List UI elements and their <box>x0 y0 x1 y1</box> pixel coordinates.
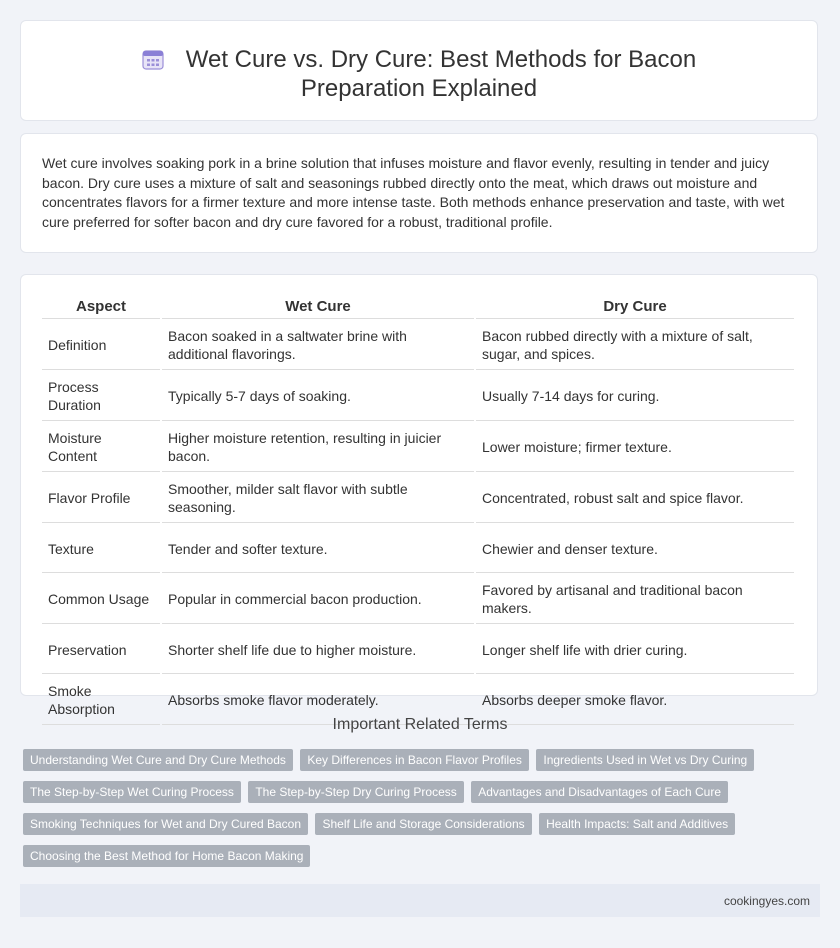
cell-wet-cure: Absorbs smoke flavor moderately. <box>162 676 474 725</box>
cell-dry-cure: Usually 7-14 days for curing. <box>476 372 794 421</box>
related-term-tag[interactable]: Advantages and Disadvantages of Each Cure <box>471 781 728 803</box>
page-title-text: Wet Cure vs. Dry Cure: Best Methods for Bacon Preparation Explained <box>185 46 697 102</box>
cell-aspect: Common Usage <box>42 575 160 624</box>
cell-dry-cure: Chewier and denser texture. <box>476 525 794 573</box>
calendar-icon <box>142 48 164 70</box>
cell-wet-cure: Smoother, milder salt flavor with subtle seasoning. <box>162 474 474 523</box>
related-term-tag[interactable]: Understanding Wet Cure and Dry Cure Methods <box>23 749 293 771</box>
cell-aspect: Preservation <box>42 626 160 674</box>
cell-dry-cure: Absorbs deeper smoke flavor. <box>476 676 794 725</box>
cell-aspect: Flavor Profile <box>42 474 160 523</box>
header-aspect: Aspect <box>42 293 160 319</box>
cell-aspect: Texture <box>42 525 160 573</box>
cell-dry-cure: Favored by artisanal and traditional bacon makers. <box>476 575 794 624</box>
table-row <box>42 423 794 472</box>
related-term-tag[interactable]: Smoking Techniques for Wet and Dry Cured Bacon <box>23 813 308 835</box>
cell-aspect: Process Duration <box>42 372 160 421</box>
table-row <box>42 575 794 624</box>
cell-aspect: Definition <box>42 321 160 370</box>
table-row <box>42 321 794 370</box>
cell-dry-cure: Lower moisture; firmer texture. <box>476 423 794 472</box>
comparison-table <box>40 291 796 727</box>
related-term-tag[interactable]: The Step-by-Step Wet Curing Process <box>23 781 241 803</box>
header-wet-cure: Wet Cure <box>162 293 474 319</box>
table-header-row <box>42 293 794 319</box>
cell-wet-cure: Higher moisture retention, resulting in juicier bacon. <box>162 423 474 472</box>
related-term-tag[interactable]: Health Impacts: Salt and Additives <box>539 813 735 835</box>
cell-wet-cure: Typically 5-7 days of soaking. <box>162 372 474 421</box>
cell-aspect: Smoke Absorption <box>42 676 160 725</box>
cell-wet-cure: Shorter shelf life due to higher moisture. <box>162 626 474 674</box>
intro-card <box>20 133 818 253</box>
related-term-tag[interactable]: Choosing the Best Method for Home Bacon Making <box>23 845 310 867</box>
table-row <box>42 626 794 674</box>
comparison-table-card <box>20 274 818 717</box>
footer <box>20 884 820 917</box>
cell-dry-cure: Concentrated, robust salt and spice flavor. <box>476 474 794 523</box>
cell-wet-cure: Bacon soaked in a saltwater brine with additional flavorings. <box>162 321 474 370</box>
header-card <box>20 20 818 121</box>
footer-site-link[interactable]: cookingyes.com <box>723 894 810 908</box>
related-terms-list <box>23 749 813 877</box>
cell-dry-cure: Longer shelf life with drier curing. <box>476 626 794 674</box>
related-terms-title: Important Related Terms <box>332 716 508 733</box>
page-title <box>81 45 757 103</box>
related-term-tag[interactable]: Ingredients Used in Wet vs Dry Curing <box>536 749 754 771</box>
table-row <box>42 474 794 523</box>
intro-text: Wet cure involves soaking pork in a brine solution that infuses moisture and flavor evenly, resulting in tender and juicy bacon. Dry cure uses a mixture of salt and seasonings rubbed directly onto the meat, which draws out moisture and concentrates flavors for a firmer texture and more intense taste. Both methods enhance preservation and taste, with wet cure preferred for softer bacon and dry cure favored for a robust, traditional profile. <box>42 155 785 230</box>
related-term-tag[interactable]: The Step-by-Step Dry Curing Process <box>248 781 463 803</box>
related-term-tag[interactable]: Key Differences in Bacon Flavor Profiles <box>300 749 529 771</box>
cell-aspect: Moisture Content <box>42 423 160 472</box>
cell-dry-cure: Bacon rubbed directly with a mixture of salt, sugar, and spices. <box>476 321 794 370</box>
header-dry-cure: Dry Cure <box>476 293 794 319</box>
cell-wet-cure: Popular in commercial bacon production. <box>162 575 474 624</box>
table-row <box>42 525 794 573</box>
cell-wet-cure: Tender and softer texture. <box>162 525 474 573</box>
table-row <box>42 372 794 421</box>
related-term-tag[interactable]: Shelf Life and Storage Considerations <box>315 813 531 835</box>
